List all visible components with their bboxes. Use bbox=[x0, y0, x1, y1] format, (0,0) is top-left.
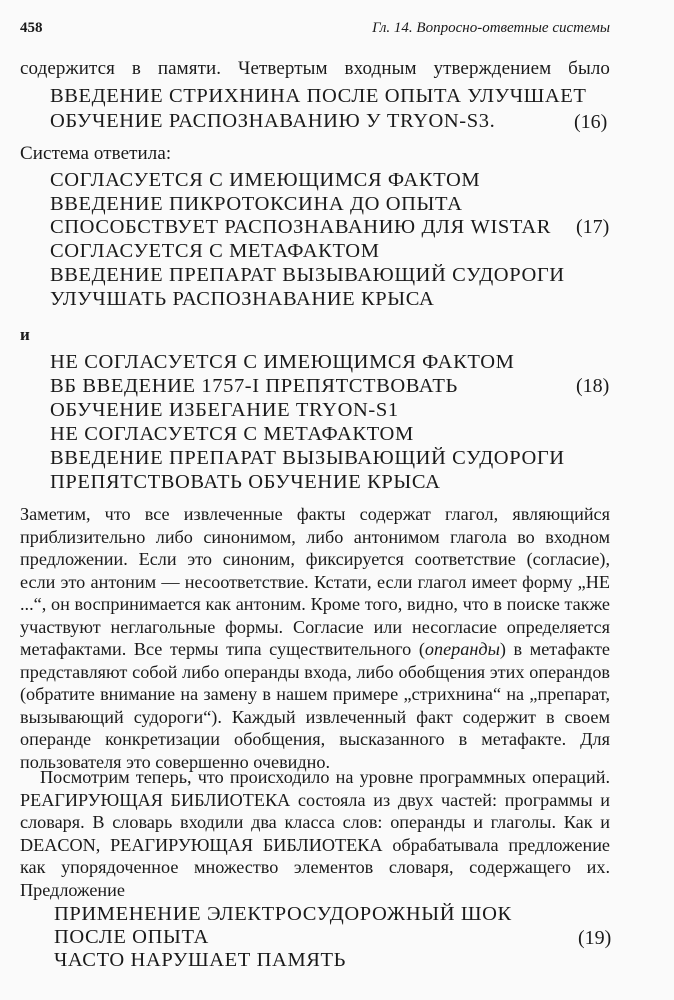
equation-number-19: (19) bbox=[578, 927, 612, 949]
statement-19-line: ПОСЛЕ ОПЫТА bbox=[54, 926, 209, 948]
answer-17-line: СОГЛАСУЕТСЯ С МЕТАФАКТОМ bbox=[50, 240, 380, 262]
answer-17-line: ВВЕДЕНИЕ ПИКРОТОКСИНА ДО ОПЫТА bbox=[50, 193, 463, 215]
statement-16-line: ОБУЧЕНИЕ РАСПОЗНАВАНИЮ У TRYON-S3. bbox=[50, 110, 496, 132]
answer-17-line: СПОСОБСТВУЕТ РАСПОЗНАВАНИЮ ДЛЯ WISTAR bbox=[50, 216, 552, 238]
equation-number-18: (18) bbox=[576, 375, 610, 397]
answer-18-line: ОБУЧЕНИЕ ИЗБЕГАНИЕ TRYON-S1 bbox=[50, 399, 399, 421]
system-answered-label: Система ответила: bbox=[20, 143, 172, 164]
page-number: 458 bbox=[20, 20, 43, 36]
answer-18-line: ПРЕПЯТСТВОВАТЬ ОБУЧЕНИЕ КРЫСА bbox=[50, 471, 441, 493]
answer-18-line: ВБ ВВЕДЕНИЕ 1757-I ПРЕПЯТСТВОВАТЬ bbox=[50, 375, 458, 397]
answer-17-line: СОГЛАСУЕТСЯ С ИМЕЮЩИМСЯ ФАКТОМ bbox=[50, 169, 481, 191]
body-paragraph-2: Посмотрим теперь, что происходило на уровне программных операций. РЕАГИРУЮЩАЯ БИБЛИОТЕКА состояла из двух частей: программы и словаря. В словарь входили два класса слов: операнды и глаголы. Как и DEACON, РЕАГИРУЮЩАЯ БИБЛИОТЕКА обрабатывала предложение как упорядоченное множество элементов словаря, содержащего их. Предложение bbox=[20, 767, 610, 900]
answer-17-line: ВВЕДЕНИЕ ПРЕПАРАТ ВЫЗЫВАЮЩИЙ СУДОРОГИ bbox=[50, 264, 565, 286]
answer-18-line: ВВЕДЕНИЕ ПРЕПАРАТ ВЫЗЫВАЮЩИЙ СУДОРОГИ bbox=[50, 447, 565, 469]
running-title: Гл. 14. Вопросно-ответные системы bbox=[372, 20, 610, 36]
answer-17-line: УЛУЧШАТЬ РАСПОЗНАВАНИЕ КРЫСА bbox=[50, 288, 435, 310]
statement-16-line: ВВЕДЕНИЕ СТРИХНИНА ПОСЛЕ ОПЫТА УЛУЧШАЕТ bbox=[50, 85, 587, 107]
equation-number-16: (16) bbox=[574, 111, 608, 133]
intro-line: содержится в памяти. Четвертым входным утверждением было bbox=[20, 58, 610, 79]
statement-19-line: ЧАСТО НАРУШАЕТ ПАМЯТЬ bbox=[54, 949, 347, 971]
answer-18-line: НЕ СОГЛАСУЕТСЯ С МЕТАФАКТОМ bbox=[50, 423, 414, 445]
statement-19-line: ПРИМЕНЕНИЕ ЭЛЕКТРОСУДОРОЖНЫЙ ШОК bbox=[54, 903, 512, 925]
equation-number-17: (17) bbox=[576, 216, 610, 238]
body-paragraph-1: Заметим, что все извлеченные факты содержат глагол, являющийся приблизительно либо синонимом, либо антонимом глагола во входном предложении. Если это синоним, фиксируется соответствие (согласие), если это антоним — несоответствие. Кстати, если глагол имеет форму „НЕ ...“, он воспринимается как антоним. Кроме того, видно, что в поиске также участвуют неглагольные формы. Согласие или несогласие определяется метафактами. Все термы типа существительного (операнды) в метафакте представляют собой либо операнды входа, либо обобщения этих операндов (обратите внимание на замену в нашем примере „стрихнина“ на „препарат, вызывающий судороги“). Каждый извлеченный факт содержит в своем операнде конкретизации обобщения, высказанного в метафакте. Для пользователя это совершенно очевидно. bbox=[20, 504, 610, 772]
answer-18-line: НЕ СОГЛАСУЕТСЯ С ИМЕЮЩИМСЯ ФАКТОМ bbox=[50, 351, 515, 373]
and-word: и bbox=[20, 325, 30, 344]
